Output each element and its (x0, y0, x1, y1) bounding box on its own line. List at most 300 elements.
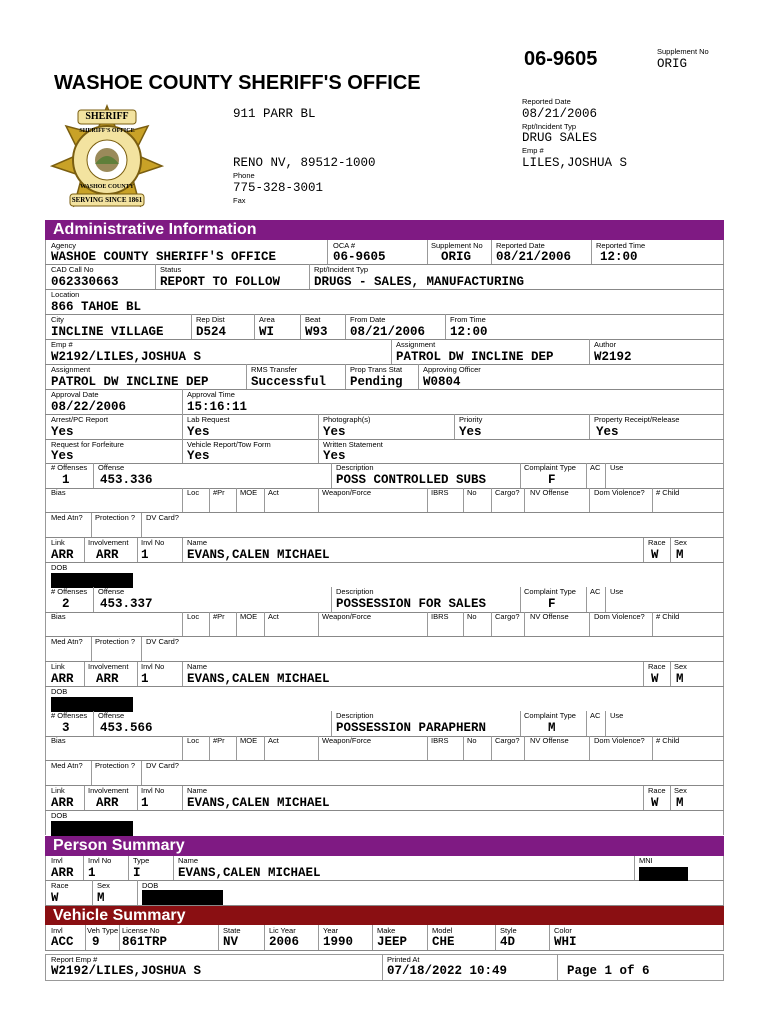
location-label: Location (51, 290, 80, 299)
dob-redaction (51, 821, 133, 836)
lab-label: Lab Request (187, 415, 230, 424)
prop-label: Prop Trans Stat (350, 365, 403, 374)
dob-label: DOB (51, 563, 68, 572)
child-label: # Child (656, 488, 680, 497)
column-divider (670, 786, 671, 810)
column-divider (586, 711, 587, 736)
person-race-label: Race (51, 881, 69, 890)
column-divider (589, 488, 590, 512)
mni-label: MNI (639, 856, 653, 865)
address-line-2: RENO NV, 89512-1000 (233, 156, 376, 170)
arrest-label: Arrest/PC Report (51, 415, 109, 424)
column-divider (93, 463, 94, 488)
column-divider (137, 786, 138, 810)
person-type-label: Type (133, 856, 150, 865)
column-divider (586, 463, 587, 488)
link-value: ARR (51, 548, 74, 562)
invl-no-value: 1 (141, 796, 149, 810)
column-divider (137, 538, 138, 562)
row-divider (45, 562, 724, 563)
dv-card-label: DV Card? (146, 761, 179, 770)
column-divider (605, 711, 606, 736)
assign2-value: PATROL DW INCLINE DEP (51, 375, 209, 389)
column-divider (318, 488, 319, 512)
dob-label: DOB (51, 811, 68, 820)
from-date-value: 08/21/2006 (350, 325, 426, 339)
column-divider (209, 736, 210, 760)
offense-num-value: 3 (62, 721, 70, 735)
column-divider (605, 587, 606, 612)
weapon-label: Weapon/Force (322, 488, 372, 497)
sex-value: M (676, 796, 684, 810)
race-value: W (651, 796, 659, 810)
invl-no-value: 1 (141, 672, 149, 686)
city-label: City (51, 315, 64, 324)
act-label: Act (268, 736, 279, 745)
column-divider (589, 736, 590, 760)
sex-label: Sex (674, 662, 687, 671)
column-divider (182, 612, 183, 636)
beat-value: W93 (305, 325, 328, 339)
pr-label: #Pr (213, 488, 225, 497)
column-divider (586, 587, 587, 612)
med-atn-label: Med Atn? (51, 513, 83, 522)
column-divider (91, 513, 92, 537)
column-divider (520, 463, 521, 488)
author-value: W2192 (594, 350, 632, 364)
complaint-type-label: Complaint Type (524, 711, 576, 720)
supplement-label: Supplement No (657, 47, 709, 56)
supplement-value: ORIG (657, 57, 688, 71)
column-divider (643, 538, 644, 562)
person-race-value: W (51, 891, 59, 905)
column-divider (605, 463, 606, 488)
column-divider (427, 488, 428, 512)
offense-desc-label: Description (336, 463, 374, 472)
badge-ring-text-2: WASHOE COUNTY (80, 184, 134, 190)
column-divider (318, 736, 319, 760)
column-divider (331, 463, 332, 488)
column-divider (463, 736, 464, 760)
rep-time-label: Reported Time (596, 241, 646, 250)
tow-value: Yes (187, 449, 210, 463)
badge-top-text: SHERIFF (85, 111, 129, 122)
column-divider (331, 587, 332, 612)
assign2-label: Assignment (51, 365, 91, 374)
bias-label: Bias (51, 612, 66, 621)
from-date-label: From Date (350, 315, 386, 324)
race-value: W (651, 548, 659, 562)
dob-redaction (51, 573, 133, 588)
column-divider (643, 786, 644, 810)
bias-label: Bias (51, 736, 66, 745)
complaint-type-value: M (548, 721, 556, 735)
page-number: Page 1 of 6 (567, 964, 650, 978)
column-divider (491, 612, 492, 636)
child-label: # Child (656, 736, 680, 745)
photo-label: Photograph(s) (323, 415, 371, 424)
arrest-value: Yes (51, 425, 74, 439)
ibrs-label: IBRS (431, 736, 449, 745)
appr-date-label: Approval Date (51, 390, 99, 399)
column-divider (91, 761, 92, 785)
column-divider (182, 488, 183, 512)
offense-code-value: 453.566 (100, 721, 153, 735)
fax-label: Fax (233, 196, 246, 205)
from-time-label: From Time (450, 315, 486, 324)
weapon-label: Weapon/Force (322, 736, 372, 745)
rep-time-value: 12:00 (600, 250, 638, 264)
ac-label: AC (590, 587, 601, 596)
assign-label: Assignment (396, 340, 436, 349)
prop-rcpt-value: Yes (596, 425, 619, 439)
column-divider (209, 612, 210, 636)
no-label: No (467, 736, 477, 745)
beat-label: Beat (305, 315, 321, 324)
city-value: INCLINE VILLAGE (51, 325, 164, 339)
act-label: Act (268, 612, 279, 621)
column-divider (520, 587, 521, 612)
column-divider (427, 736, 428, 760)
emp-value: LILES,JOSHUA S (522, 156, 628, 170)
column-divider (84, 538, 85, 562)
dob-redaction (51, 697, 133, 712)
weapon-label: Weapon/Force (322, 612, 372, 621)
column-divider (331, 711, 332, 736)
priority-value: Yes (459, 425, 482, 439)
complaint-type-value: F (548, 473, 556, 487)
column-divider (141, 637, 142, 661)
rep-date-label: Reported Date (496, 241, 545, 250)
link-value: ARR (51, 796, 74, 810)
sex-value: M (676, 672, 684, 686)
tow-label: Vehicle Report/Tow Form (187, 440, 271, 449)
phone-value: 775-328-3001 (233, 181, 324, 195)
repdist-label: Rep Dist (196, 315, 225, 324)
mni-redaction (639, 867, 688, 881)
offense-code-value: 453.336 (100, 473, 153, 487)
moe-label: MOE (240, 488, 258, 497)
rpt-type-value: DRUG SALES (522, 131, 598, 145)
veh-style-value: 4D (500, 935, 516, 949)
link-label: Link (51, 662, 65, 671)
column-divider (141, 761, 142, 785)
nv-offense-label: NV Offense (530, 612, 569, 621)
column-divider (463, 612, 464, 636)
veh-color-label: Color (554, 926, 572, 935)
invl-no-value: 1 (141, 548, 149, 562)
column-divider (209, 488, 210, 512)
rpt-type-label-2: Rpt/Incident Typ (314, 265, 369, 274)
offense-num-label: # Offenses (51, 711, 88, 720)
status-value: REPORT TO FOLLOW (160, 275, 281, 289)
veh-licyear-label: Lic Year (269, 926, 296, 935)
cargo-label: Cargo? (495, 736, 520, 745)
cad-label: CAD Call No (51, 265, 94, 274)
med-atn-label: Med Atn? (51, 761, 83, 770)
link-value: ARR (51, 672, 74, 686)
complaint-type-value: F (548, 597, 556, 611)
no-label: No (467, 488, 477, 497)
veh-year-label: Year (323, 926, 339, 935)
assign-value: PATROL DW INCLINE DEP (396, 350, 554, 364)
veh-make-value: JEEP (377, 935, 408, 949)
report-number: 06-9605 (524, 48, 598, 70)
area-value: WI (259, 325, 275, 339)
loc-label: Loc (187, 736, 200, 745)
pr-label: #Pr (213, 612, 225, 621)
column-divider (93, 711, 94, 736)
offense-num-value: 2 (62, 597, 70, 611)
pr-label: #Pr (213, 736, 225, 745)
involvement-value: ARR (96, 672, 119, 686)
column-divider (652, 612, 653, 636)
invl-no-label: Invl No (141, 786, 165, 795)
invl-no-label: Invl No (141, 662, 165, 671)
status-label: Status (160, 265, 182, 274)
nv-offense-label: NV Offense (530, 488, 569, 497)
veh-year-value: 1990 (323, 935, 354, 949)
column-divider (670, 538, 671, 562)
veh-style-label: Style (500, 926, 517, 935)
column-divider (182, 786, 183, 810)
reported-date-label: Reported Date (522, 97, 571, 106)
rpt-type-label: Rpt/Incident Typ (522, 122, 577, 131)
dom-violence-label: Dom Violence? (594, 612, 645, 621)
column-divider (182, 538, 183, 562)
reported-date-value: 08/21/2006 (522, 107, 598, 121)
loc-label: Loc (187, 488, 200, 497)
supp-label: Supplement No (431, 241, 483, 250)
name-label: Name (187, 662, 208, 671)
person-dob-redaction (142, 890, 223, 905)
column-divider (463, 488, 464, 512)
appr-off-label: Approving Officer (423, 365, 481, 374)
person-sex-label: Sex (97, 881, 110, 890)
phone-label: Phone (233, 171, 255, 180)
printed-label: Printed At (387, 955, 420, 964)
column-divider (491, 488, 492, 512)
sheriff-badge-logo (48, 104, 166, 216)
offense-num-value: 1 (62, 473, 70, 487)
rep-date-value: 08/21/2006 (496, 250, 572, 264)
row-divider (45, 686, 724, 687)
protection-label: Protection ? (95, 761, 136, 770)
person-dob-label: DOB (142, 881, 159, 890)
veh-color-value: WHI (554, 935, 577, 949)
person-invl-no-value: 1 (88, 866, 96, 880)
written-value: Yes (323, 449, 346, 463)
veh-model-label: Model (432, 926, 453, 935)
act-label: Act (268, 488, 279, 497)
printed-value: 07/18/2022 10:49 (387, 964, 508, 978)
rms-value: Successful (251, 375, 327, 389)
sex-label: Sex (674, 538, 687, 547)
offense-desc-label: Description (336, 587, 374, 596)
veh-invl-value: ACC (51, 935, 74, 949)
column-divider (93, 587, 94, 612)
column-divider (141, 513, 142, 537)
column-divider (643, 662, 644, 686)
badge-ring-text: SHERIFF'S OFFICE (79, 128, 135, 134)
involvement-label: Involvement (88, 538, 129, 547)
author-label: Author (594, 340, 617, 349)
name-label: Name (187, 786, 208, 795)
person-invl-no-label: Invl No (88, 856, 112, 865)
admin-info-band: Administrative Information (45, 220, 724, 240)
med-atn-label: Med Atn? (51, 637, 83, 646)
column-divider (236, 488, 237, 512)
link-label: Link (51, 786, 65, 795)
photo-value: Yes (323, 425, 346, 439)
offense-num-label: # Offenses (51, 587, 88, 596)
column-divider (236, 612, 237, 636)
child-label: # Child (656, 612, 680, 621)
column-divider (137, 662, 138, 686)
name-label: Name (187, 538, 208, 547)
veh-make-label: Make (377, 926, 396, 935)
column-divider (520, 711, 521, 736)
agency-label: Agency (51, 241, 77, 250)
offense-code-value: 453.337 (100, 597, 153, 611)
priority-label: Priority (459, 415, 483, 424)
column-divider (670, 662, 671, 686)
sex-value: M (676, 548, 684, 562)
agency-value: WASHOE COUNTY SHERIFF'S OFFICE (51, 250, 277, 264)
name-value: EVANS,CALEN MICHAEL (187, 796, 330, 810)
sex-label: Sex (674, 786, 687, 795)
cad-value: 062330663 (51, 275, 119, 289)
ibrs-label: IBRS (431, 612, 449, 621)
offense-code-label: Offense (98, 711, 125, 720)
badge-banner-text: SERVING SINCE 1861 (71, 196, 143, 204)
appr-time-label: Approval Time (187, 390, 235, 399)
veh-type-value: 9 (92, 935, 100, 949)
offense-desc-value: POSS CONTROLLED SUBS (336, 473, 487, 487)
involvement-label: Involvement (88, 786, 129, 795)
dom-violence-label: Dom Violence? (594, 736, 645, 745)
involvement-value: ARR (96, 796, 119, 810)
veh-state-value: NV (223, 935, 239, 949)
dv-card-label: DV Card? (146, 637, 179, 646)
oca-value: 06-9605 (333, 250, 386, 264)
column-divider (264, 736, 265, 760)
area-label: Area (259, 315, 275, 324)
column-divider (589, 612, 590, 636)
person-sex-value: M (97, 891, 105, 905)
appr-time-value: 15:16:11 (187, 400, 248, 414)
link-label: Link (51, 538, 65, 547)
ac-label: AC (590, 711, 601, 720)
offense-desc-value: POSSESSION FOR SALES (336, 597, 487, 611)
lab-value: Yes (187, 425, 210, 439)
use-label: Use (610, 463, 624, 472)
veh-license-value: 861TRP (122, 935, 168, 949)
emp-label: Emp # (522, 146, 544, 155)
column-divider (84, 662, 85, 686)
name-value: EVANS,CALEN MICHAEL (187, 672, 330, 686)
person-invl-label: Invl (51, 856, 63, 865)
column-divider (524, 488, 525, 512)
report-emp-label: Report Emp # (51, 955, 98, 964)
protection-label: Protection ? (95, 637, 136, 646)
column-divider (491, 736, 492, 760)
person-name-value: EVANS,CALEN MICHAEL (178, 866, 321, 880)
column-divider (182, 662, 183, 686)
column-divider (427, 612, 428, 636)
complaint-type-label: Complaint Type (524, 463, 576, 472)
ibrs-label: IBRS (431, 488, 449, 497)
person-name-label: Name (178, 856, 199, 865)
veh-type-label: Veh Type (87, 926, 119, 935)
offense-desc-value: POSSESSION PARAPHERN (336, 721, 487, 735)
column-divider (652, 736, 653, 760)
rpt-type-value-2: DRUGS - SALES, MANUFACTURING (314, 275, 525, 289)
invl-no-label: Invl No (141, 538, 165, 547)
bias-label: Bias (51, 488, 66, 497)
race-label: Race (648, 538, 666, 547)
vehicle-summary-band: Vehicle Summary (45, 906, 724, 925)
veh-licyear-value: 2006 (269, 935, 300, 949)
rms-label: RMS Transfer (251, 365, 298, 374)
veh-license-label: License No (122, 926, 160, 935)
offense-num-label: # Offenses (51, 463, 88, 472)
column-divider (84, 786, 85, 810)
complaint-type-label: Complaint Type (524, 587, 576, 596)
nv-offense-label: NV Offense (530, 736, 569, 745)
moe-label: MOE (240, 612, 258, 621)
appr-off-value: W0804 (423, 375, 461, 389)
row-divider (45, 810, 724, 811)
report-emp-value: W2192/LILES,JOSHUA S (51, 964, 202, 978)
emp-value-2: W2192/LILES,JOSHUA S (51, 350, 202, 364)
offense-desc-label: Description (336, 711, 374, 720)
loc-label: Loc (187, 612, 200, 621)
veh-model-value: CHE (432, 935, 455, 949)
column-divider (182, 736, 183, 760)
person-summary-band: Person Summary (45, 836, 724, 856)
race-value: W (651, 672, 659, 686)
agency-title: WASHOE COUNTY SHERIFF'S OFFICE (54, 72, 421, 94)
written-label: Written Statement (323, 440, 383, 449)
offense-code-label: Offense (98, 463, 125, 472)
moe-label: MOE (240, 736, 258, 745)
person-invl-value: ARR (51, 866, 74, 880)
address-line-1: 911 PARR BL (233, 107, 316, 121)
column-divider (524, 612, 525, 636)
name-value: EVANS,CALEN MICHAEL (187, 548, 330, 562)
prop-value: Pending (350, 375, 403, 389)
prop-rcpt-label: Property Receipt/Release (594, 415, 680, 424)
veh-invl-label: Invl (51, 926, 63, 935)
column-divider (91, 637, 92, 661)
column-divider (264, 488, 265, 512)
offense-code-label: Offense (98, 587, 125, 596)
repdist-value: D524 (196, 325, 227, 339)
race-label: Race (648, 786, 666, 795)
involvement-value: ARR (96, 548, 119, 562)
veh-state-label: State (223, 926, 241, 935)
use-label: Use (610, 587, 624, 596)
involvement-label: Involvement (88, 662, 129, 671)
appr-date-value: 08/22/2006 (51, 400, 127, 414)
use-label: Use (610, 711, 624, 720)
forf-value: Yes (51, 449, 74, 463)
oca-label: OCA # (333, 241, 356, 250)
supp-value: ORIG (441, 250, 472, 264)
dom-violence-label: Dom Violence? (594, 488, 645, 497)
race-label: Race (648, 662, 666, 671)
